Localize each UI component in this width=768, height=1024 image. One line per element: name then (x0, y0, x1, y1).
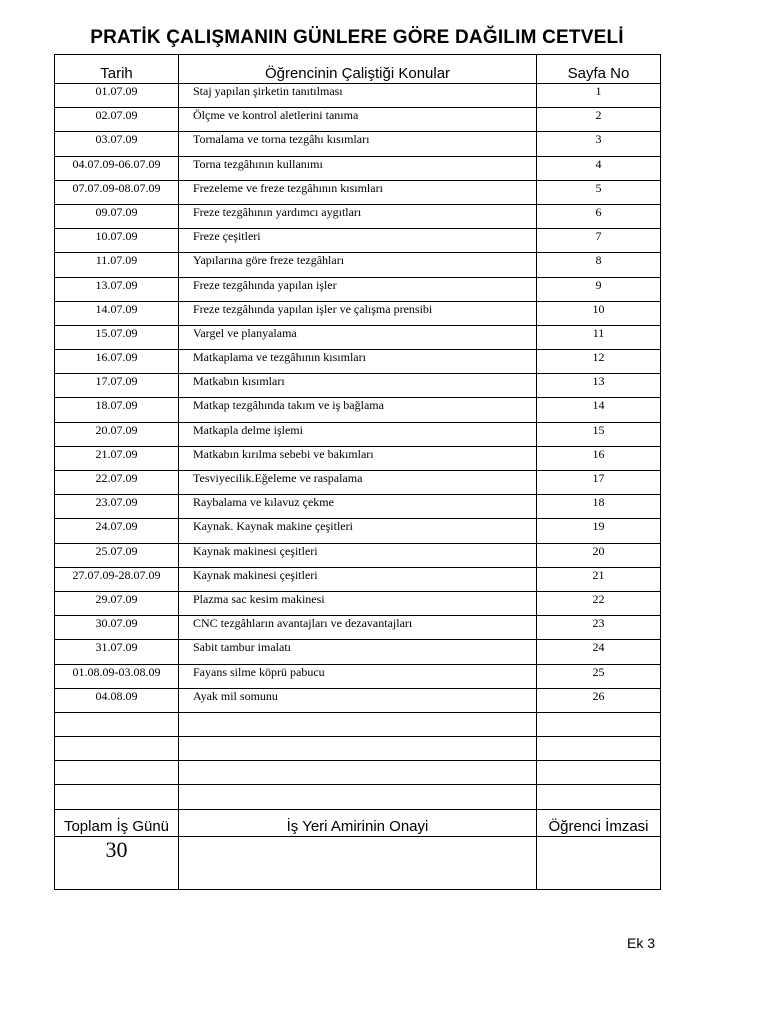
topic-cell: Freze tezgâhının yardımcı aygıtları (179, 204, 537, 228)
topic-cell: Freze tezgâhında yapılan işler ve çalışma prensibi (179, 301, 537, 325)
table-row (55, 519, 661, 543)
date-cell: 22.07.09 (55, 471, 179, 495)
table-row (55, 640, 661, 664)
student-signature-label: Öğrenci İmzasi (537, 809, 661, 836)
page-cell: 3 (537, 132, 661, 156)
date-cell: 09.07.09 (55, 204, 179, 228)
page-cell: 17 (537, 471, 661, 495)
date-cell: 23.07.09 (55, 495, 179, 519)
date-cell: 14.07.09 (55, 301, 179, 325)
table-row (55, 761, 661, 785)
topic-cell: Frezeleme ve freze tezgâhının kısımları (179, 180, 537, 204)
table-row (55, 737, 661, 761)
page-cell: 22 (537, 591, 661, 615)
page-cell (537, 712, 661, 736)
page-cell: 16 (537, 446, 661, 470)
date-cell (55, 712, 179, 736)
topic-cell: Freze çeşitleri (179, 229, 537, 253)
page-cell: 20 (537, 543, 661, 567)
date-cell: 07.07.09-08.07.09 (55, 180, 179, 204)
table-row (55, 495, 661, 519)
table-row (55, 664, 661, 688)
table-row (55, 446, 661, 470)
topic-cell: Matkap tezgâhında takım ve iş bağlama (179, 398, 537, 422)
table-row (55, 253, 661, 277)
page-cell: 13 (537, 374, 661, 398)
page-cell: 1 (537, 84, 661, 108)
table-row (55, 277, 661, 301)
header-page: Sayfa No (537, 55, 661, 84)
table-row (55, 84, 661, 108)
supervisor-approval-label: İş Yeri Amirinin Onayi (179, 809, 537, 836)
table-row (55, 591, 661, 615)
page-cell: 26 (537, 688, 661, 712)
topic-cell: Fayans silme köprü pabucu (179, 664, 537, 688)
date-cell: 27.07.09-28.07.09 (55, 567, 179, 591)
topic-cell: Plazma sac kesim makinesi (179, 591, 537, 615)
date-cell: 17.07.09 (55, 374, 179, 398)
topic-cell: Tesviyecilik.Eğeleme ve raspalama (179, 471, 537, 495)
topic-cell: Ayak mil somunu (179, 688, 537, 712)
page-cell: 11 (537, 325, 661, 349)
table-row (55, 204, 661, 228)
page-cell: 14 (537, 398, 661, 422)
date-cell: 31.07.09 (55, 640, 179, 664)
table-row (55, 567, 661, 591)
date-cell: 13.07.09 (55, 277, 179, 301)
page-cell: 7 (537, 229, 661, 253)
topic-cell (179, 712, 537, 736)
page-cell: 15 (537, 422, 661, 446)
table-row (55, 180, 661, 204)
table-row (55, 301, 661, 325)
page-cell: 24 (537, 640, 661, 664)
student-signature-field[interactable] (537, 836, 661, 889)
topic-cell: Sabit tambur imalatı (179, 640, 537, 664)
topic-cell (179, 737, 537, 761)
topic-cell: Vargel ve planyalama (179, 325, 537, 349)
topic-cell: Matkabın kısımları (179, 374, 537, 398)
topic-cell: Raybalama ve kılavuz çekme (179, 495, 537, 519)
footer-header-row (55, 809, 661, 836)
date-cell: 01.07.09 (55, 84, 179, 108)
date-cell (55, 785, 179, 809)
date-cell (55, 761, 179, 785)
topic-cell: Staj yapılan şirketin tanıtılması (179, 84, 537, 108)
page-cell: 6 (537, 204, 661, 228)
table-row (55, 422, 661, 446)
date-cell: 01.08.09-03.08.09 (55, 664, 179, 688)
table-row (55, 712, 661, 736)
topic-cell: Tornalama ve torna tezgâhı kısımları (179, 132, 537, 156)
page-cell (537, 737, 661, 761)
topic-cell: Freze tezgâhında yapılan işler (179, 277, 537, 301)
date-cell: 18.07.09 (55, 398, 179, 422)
page-cell: 12 (537, 350, 661, 374)
page-cell (537, 761, 661, 785)
total-days-value: 30 (55, 836, 179, 889)
date-cell (55, 737, 179, 761)
page-cell: 2 (537, 108, 661, 132)
table-row (55, 374, 661, 398)
date-cell: 16.07.09 (55, 350, 179, 374)
table-header-row (55, 55, 661, 84)
page-cell (537, 785, 661, 809)
page-cell: 5 (537, 180, 661, 204)
topic-cell: Kaynak makinesi çeşitleri (179, 543, 537, 567)
supervisor-approval-field[interactable] (179, 836, 537, 889)
topic-cell: Matkapla delme işlemi (179, 422, 537, 446)
table-body (55, 84, 661, 810)
date-cell: 29.07.09 (55, 591, 179, 615)
table-row (55, 471, 661, 495)
page-cell: 23 (537, 616, 661, 640)
table-row (55, 350, 661, 374)
table-row (55, 398, 661, 422)
page-cell: 19 (537, 519, 661, 543)
topic-cell: Torna tezgâhının kullanımı (179, 156, 537, 180)
table-row (55, 616, 661, 640)
topic-cell: Kaynak makinesi çeşitleri (179, 567, 537, 591)
topic-cell: Kaynak. Kaynak makine çeşitleri (179, 519, 537, 543)
table-row (55, 156, 661, 180)
topic-cell (179, 785, 537, 809)
table-row (55, 108, 661, 132)
page-cell: 4 (537, 156, 661, 180)
page-title: PRATİK ÇALIŞMANIN GÜNLERE GÖRE DAĞILIM CETVELİ (90, 27, 624, 48)
date-cell: 15.07.09 (55, 325, 179, 349)
header-topic: Öğrencinin Çaliştiği Konular (179, 55, 537, 84)
page-cell: 21 (537, 567, 661, 591)
date-cell: 10.07.09 (55, 229, 179, 253)
date-cell: 20.07.09 (55, 422, 179, 446)
page-cell: 10 (537, 301, 661, 325)
date-cell: 03.07.09 (55, 132, 179, 156)
date-cell: 24.07.09 (55, 519, 179, 543)
page-cell: 9 (537, 277, 661, 301)
date-cell: 04.07.09-06.07.09 (55, 156, 179, 180)
table-row (55, 325, 661, 349)
footer-value-row (55, 836, 661, 889)
table-row (55, 688, 661, 712)
table-row (55, 543, 661, 567)
date-cell: 30.07.09 (55, 616, 179, 640)
topic-cell: Matkaplama ve tezgâhının kısımları (179, 350, 537, 374)
page-cell: 8 (537, 253, 661, 277)
date-cell: 11.07.09 (55, 253, 179, 277)
topic-cell: Matkabın kırılma sebebi ve bakımları (179, 446, 537, 470)
date-cell: 02.07.09 (55, 108, 179, 132)
distribution-table (54, 54, 661, 890)
date-cell: 25.07.09 (55, 543, 179, 567)
page-cell: 25 (537, 664, 661, 688)
topic-cell: Ölçme ve kontrol aletlerini tanıma (179, 108, 537, 132)
total-days-label: Toplam İş Günü (55, 809, 179, 836)
topic-cell (179, 761, 537, 785)
page-cell: 18 (537, 495, 661, 519)
date-cell: 21.07.09 (55, 446, 179, 470)
appendix-label: Ek 3 (626, 935, 655, 951)
table-row (55, 785, 661, 809)
date-cell: 04.08.09 (55, 688, 179, 712)
topic-cell: Yapılarına göre freze tezgâhları (179, 253, 537, 277)
table-row (55, 132, 661, 156)
topic-cell: CNC tezgâhların avantajları ve dezavantajları (179, 616, 537, 640)
header-date: Tarih (55, 55, 179, 84)
table-row (55, 229, 661, 253)
